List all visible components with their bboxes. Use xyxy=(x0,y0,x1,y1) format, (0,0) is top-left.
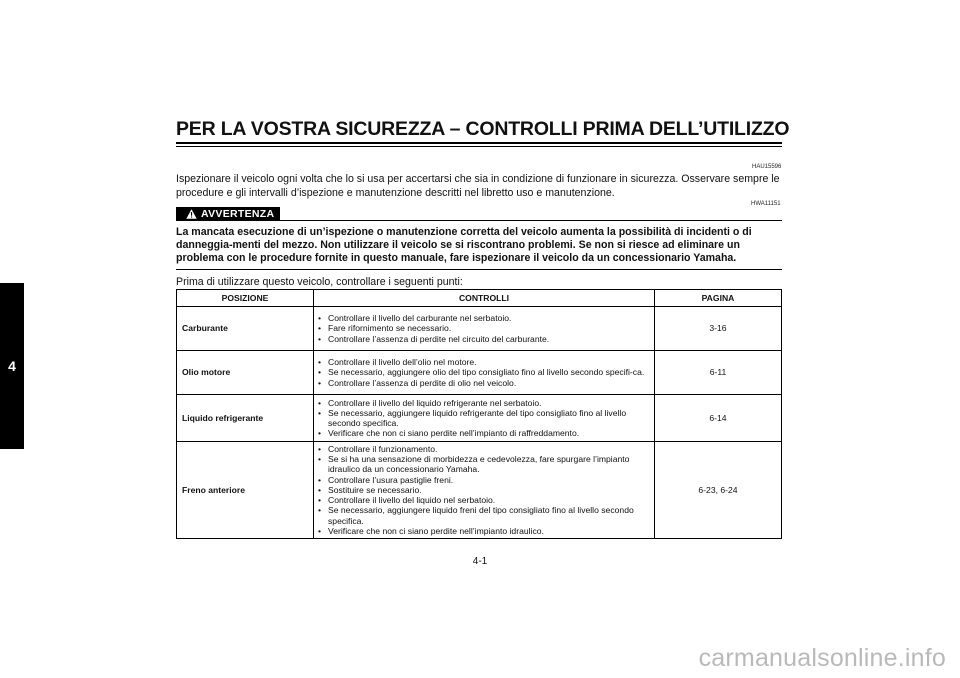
row-position: Freno anteriore xyxy=(177,442,314,539)
check-item: • Verificare che non ci siano perdite nell’impianto idraulico. xyxy=(318,526,650,536)
check-item: • Controllare il funzionamento. xyxy=(318,444,650,454)
page-number: 4-1 xyxy=(472,556,488,567)
row-checks xyxy=(314,442,655,539)
row-page: 6-14 xyxy=(655,395,782,442)
row-page: 3-16 xyxy=(655,307,782,351)
row-checks xyxy=(314,351,655,395)
warning-triangle-icon xyxy=(186,209,197,219)
check-item: • Controllare il livello del carburante nel serbatoio. xyxy=(318,313,650,323)
row-position: Liquido refrigerante xyxy=(177,395,314,442)
warning-badge xyxy=(176,207,280,221)
page-title: PER LA VOSTRA SICUREZZA – CONTROLLI PRIMA DELL’UTILIZZO xyxy=(176,118,790,140)
warning-rule xyxy=(280,220,782,221)
intro-paragraph: Ispezionare il veicolo ogni volta che lo si usa per accertarsi che sia in condizione di funzionare in sicurezza. Osservare sempre le procedure e gli intervalli d’ispezione e manutenzione descritti nel libretto uso e manutenzione. xyxy=(176,173,780,199)
warning-text: La mancata esecuzione di un’ispezione o manutenzione corretta del veicolo aumenta la possibilità di incidenti o di danneggia-menti del mezzo. Non utilizzare il veicolo se si riscontrano problemi. Se non si riesce ad eliminare un problema con le procedure fornite in questo manuale, fare ispezionare il veicolo da un concessionario Yamaha. xyxy=(176,226,752,265)
table-row xyxy=(177,307,782,351)
check-item: • Se si ha una sensazione di morbidezza e cedevolezza, fare spurgare l’impianto idraulico da un concessionario Yamaha. xyxy=(318,454,650,474)
row-checks xyxy=(314,395,655,442)
warning-label: AVVERTENZA xyxy=(201,208,275,220)
table-row xyxy=(177,442,782,539)
intro-code: HAU15596 xyxy=(752,164,782,170)
header-checks: CONTROLLI xyxy=(314,290,655,307)
check-item: • Controllare l’assenza di perdite nel circuito del carburante. xyxy=(318,334,650,344)
title-rule-thin xyxy=(176,146,782,147)
table-intro: Prima di utilizzare questo veicolo, controllare i seguenti punti: xyxy=(176,276,463,288)
check-item: • Controllare l’assenza di perdite di olio nel veicolo. xyxy=(318,378,650,388)
checks-table xyxy=(176,289,782,539)
check-item: • Sostituire se necessario. xyxy=(318,485,650,495)
check-item: • Controllare l’usura pastiglie freni. xyxy=(318,475,650,485)
check-item: • Se necessario, aggiungere liquido freni del tipo consigliato fino al livello secondo specifica. xyxy=(318,505,650,525)
title-rule-thick xyxy=(176,142,782,144)
row-page: 6-11 xyxy=(655,351,782,395)
table-row xyxy=(177,395,782,442)
watermark[interactable]: carmanualsonline.info xyxy=(698,644,946,672)
check-item: • Controllare il livello del liquido nel serbatoio. xyxy=(318,495,650,505)
row-checks xyxy=(314,307,655,351)
check-item: • Se necessario, aggiungere liquido refrigerante del tipo consigliato fino al livello secondo specifica. xyxy=(318,408,650,428)
warning-bottom-rule xyxy=(176,269,782,270)
row-page: 6-23, 6-24 xyxy=(655,442,782,539)
table-row xyxy=(177,351,782,395)
row-position: Carburante xyxy=(177,307,314,351)
chapter-tab xyxy=(0,283,24,449)
table-header-row xyxy=(177,290,782,307)
check-item: • Controllare il livello del liquido refrigerante nel serbatoio. xyxy=(318,398,650,408)
warning-code: HWA11151 xyxy=(751,201,781,207)
row-position: Olio motore xyxy=(177,351,314,395)
check-item: • Se necessario, aggiungere olio del tipo consigliato fino al livello secondo specifi-ca. xyxy=(318,367,650,377)
warning-header xyxy=(176,207,782,221)
header-page: PAGINA xyxy=(655,290,782,307)
chapter-tab-number: 4 xyxy=(8,358,16,374)
check-item: • Controllare il livello dell’olio nel motore. xyxy=(318,357,650,367)
check-item: • Verificare che non ci siano perdite nell’impianto di raffreddamento. xyxy=(318,428,650,438)
check-item: • Fare rifornimento se necessario. xyxy=(318,323,650,333)
header-position: POSIZIONE xyxy=(177,290,314,307)
